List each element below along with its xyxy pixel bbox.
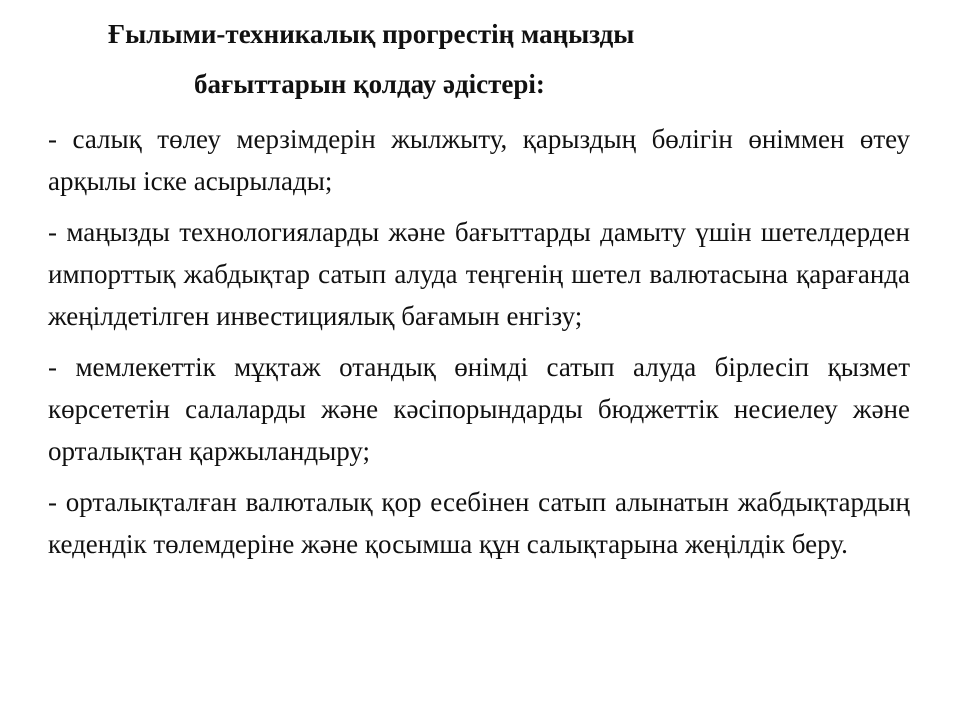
list-item-exchange-rate: - маңызды технологияларды және бағыттарды дамыту үшін шетелдерден импорттық жабдықтар сатып алуда теңгенің шетел валютасына қарағанда жеңілдетілген инвестициялық бағамын енгізу; (48, 217, 910, 331)
list-item-customs-relief: - орталықталған валюталық қор есебінен сатып алынатын жабдықтардың кедендік төлемдеріне және қосымша құн салықтарына жеңілдік беру. (48, 487, 910, 559)
list-item-budget-credit: - мемлекеттік мұқтаж отандық өнімді сатып алуда бірлесіп қызмет көрсететін салаларды және кәсіпорындарды бюджеттік несиелеу және орталықтан қаржыландыру; (48, 352, 910, 466)
title-line-2: бағыттарын қолдау әдістері: (194, 69, 545, 99)
body-list (48, 118, 910, 574)
title-line-1: Ғылыми-техникалық прогрестің маңызды (108, 19, 635, 49)
list-item-tax-deferral: - салық төлеу мерзімдерін жылжыту, қарыздың бөлігін өніммен өтеу арқылы іске асырылады; (48, 124, 910, 196)
